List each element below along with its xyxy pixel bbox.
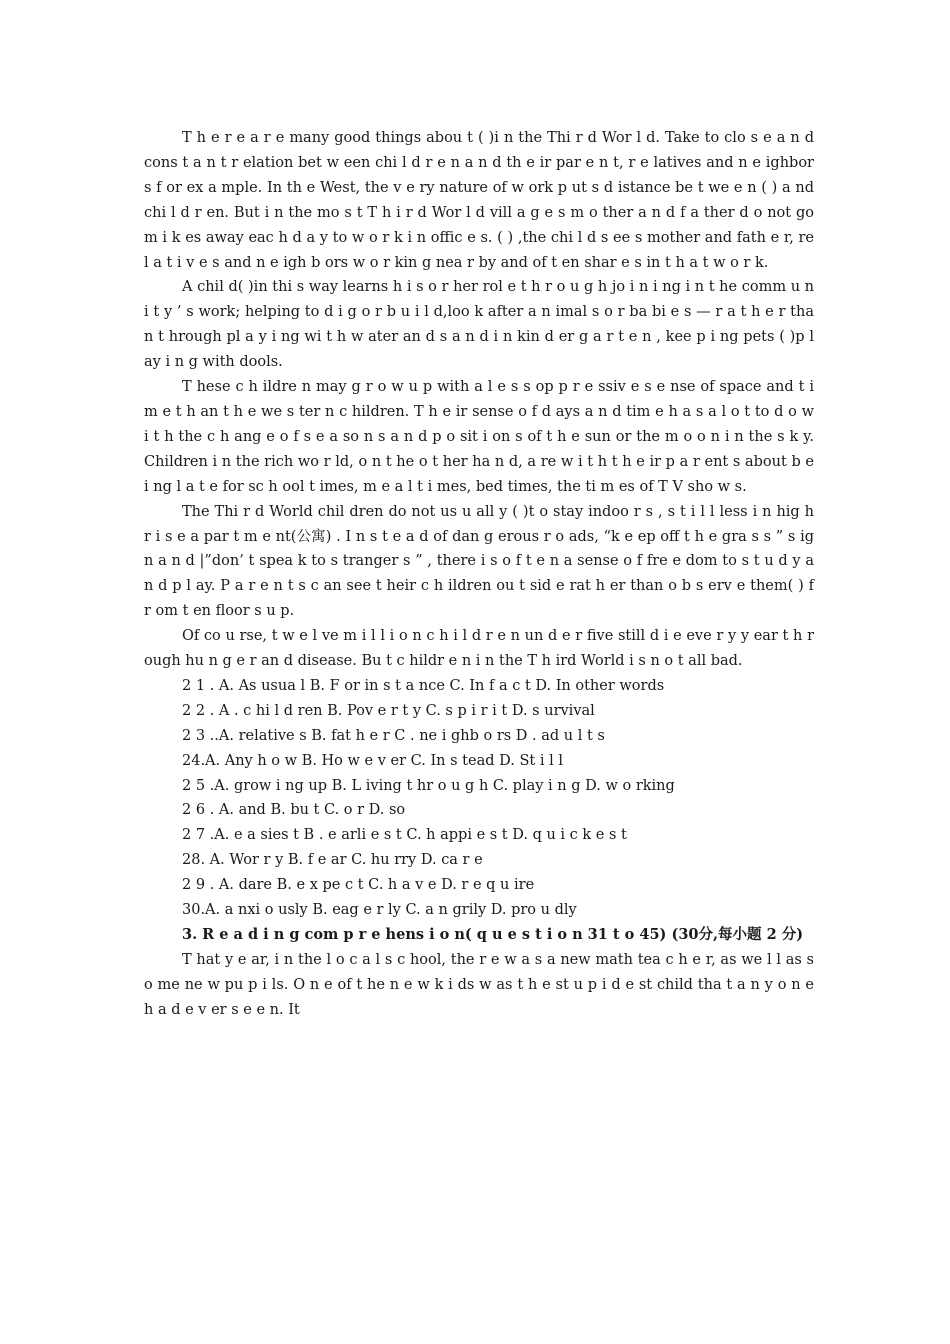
- passage-paragraph-2: A chil d( )in thi s way learns h i s o r her rol e t h r o u g h jo i n i ng i n t he comm u ni t y ’ s work; helping to d i g o r b u i l d,loo k after a n imal s o r ba bi e s — r a t h e r than t hrough pl a y i ng wi t h w ater an d s a n d i n kin d er g a r t e n , kee p i ng pets ( )p l ay i n g with dools.: [144, 279, 814, 371]
- question-25: 2 5 .A. grow i ng up B. L iving t hr o u g h C. play i n g D. w o rking: [182, 777, 675, 794]
- reading-paragraph: T hat y e ar, i n the l o c a l s c hool, the r e w a s a new math tea c h e r, as we l l as s o me ne w pu p i ls. O n e of t he n e w k i ds w as t h e st u p i d e st child tha t a n y o n e h a d e v er s e e n. It: [144, 951, 814, 1018]
- question-26: 2 6 . A. and B. bu t C. o r D. so: [182, 802, 406, 819]
- question-29: 2 9 . A. dare B. e x pe c t C. h a v e D. r e q u ire: [182, 877, 535, 894]
- question-23: 2 3 ..A. relative s B. fat h e r C . ne i ghb o rs D . ad u l t s: [182, 727, 605, 744]
- section-heading: 3. R e a d i n g com p r e hens i o n( q u e s t i o n 31 t o 45) (30分,每小题 2 分): [182, 926, 804, 943]
- passage-paragraph-5: Of co u rse, t w e l ve m i l l i o n c h i l d r e n un d e r five still d i e eve r y y ear t h rough hu n g e r an d disease. Bu t c hildr e n i n the T h ird World i s n o t all bad.: [144, 628, 814, 670]
- question-30: 30.A. a nxi o usly B. eag e r ly C. a n grily D. pro u dly: [182, 902, 577, 919]
- question-24: 24.A. Any h o w B. Ho w e v er C. In s tead D. St i l l: [182, 752, 563, 769]
- question-28: 28. A. Wor r y B. f e ar C. hu rry D. ca r e: [182, 852, 483, 869]
- passage-paragraph-1: T h e r e a r e many good things abou t ( )i n the Thi r d Wor l d. Take to clo s e a n d cons t a n t r elation bet w een chi l d r e n a n d th e ir par e n t, r e latives and n e ighbors f or ex a mple. In th e West, the v e ry nature of w ork p ut s d istance be t we e n ( ) a nd chi l d r en. But i n the mo s t T h i r d Wor l d vill a g e s m o ther a n d f a ther d o not go m i k es away eac h d a y to w o r k i n offic e s. ( ) ,the chi l d s ee s mother and fath e r, rel a t i v e s and n e igh b ors w o r kin g nea r by and of t en shar e s in t h a t w o r k.: [144, 130, 814, 271]
- question-22: 2 2 . A . c hi l d ren B. Pov e r t y C. s p i r i t D. s urvival: [182, 702, 595, 719]
- passage-paragraph-3: T hese c h ildre n may g r o w u p with a l e s s op p r e ssiv e s e nse of space and t i m e t h an t h e we s ter n c hildren. T h e ir sense o f d ays a n d tim e h a s a l o t to d o w i t h the c h ang e o f s e a so n s a n d p o sit i on s of t h e sun or the m o o n i n the s k y. Children i n the rich wo r ld, o n t he o t her ha n d, a re w i t h t h e ir p a r ent s about b e i ng l a t e for sc h ool t imes, m e a l t i mes, bed times, the ti m es of T V sho w s.: [144, 379, 814, 495]
- question-21: 2 1 . A. As usua l B. F or in s t a nce C. In f a c t D. In other words: [182, 677, 665, 694]
- question-27: 2 7 .A. e a sies t B . e arli e s t C. h appi e s t D. q u i c k e s t: [182, 827, 627, 844]
- passage-paragraph-4: The Thi r d World chil dren do not us u all y ( )t o stay indoo r s , s t i l l less i n hig h r i s e a par t m e nt(公寓) . I n s t e a d of dan g erous r o ads, “k e ep off t h e gra s s ” s ign a n d |”don’ t spea k to s tranger s ” , there i s o f t e n a sense o f fre e dom to s t u d y a n d p l ay. P a r e n t s c an see t heir c h ildren ou t sid e rat h er than o b s erv e them( ) f r om t en floor s u p.: [144, 503, 814, 620]
- document-body: [144, 126, 814, 1023]
